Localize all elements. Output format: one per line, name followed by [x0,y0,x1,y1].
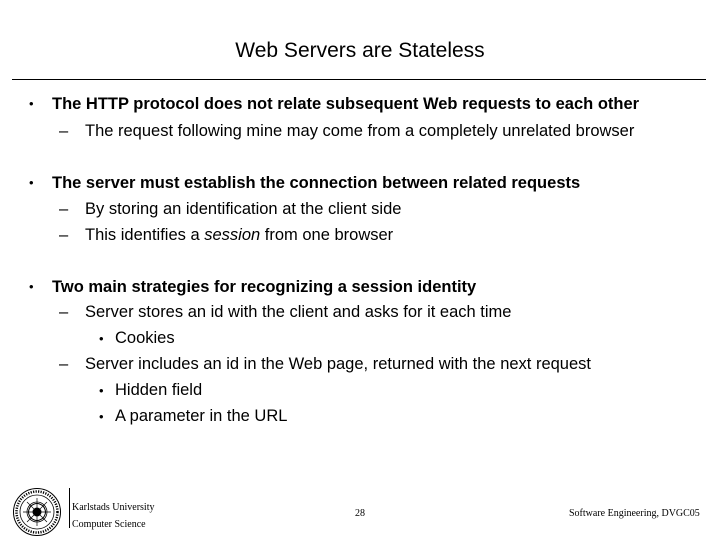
dash-mark: – [59,355,69,373]
sub-bullet-mark: • [99,331,104,346]
bullet-3-sub-1-text: Server stores an id with the client and asks for it each time [85,303,512,321]
bullet-1-mark: • [29,96,34,111]
bullet-3-sub-2-item-2 [99,406,287,427]
bullet-3-sub-2-item-2-text: A parameter in the URL [115,407,288,425]
bullet-2-text: The server must establish the connection between related requests [52,174,581,192]
dash-mark: – [59,303,69,321]
bullet-3-sub-1-item-1 [99,328,175,349]
bullet-3-sub-2-text: Server includes an id in the Web page, returned with the next request [85,355,591,373]
slide-title: Web Servers are Stateless [235,39,485,62]
footer-org-line-1: Karlstads University [72,502,155,513]
footer-divider [69,488,70,528]
footer-org-line-2: Computer Science [72,519,146,530]
bullet-1-sub-1-text: The request following mine may come from a completely unrelated browser [85,122,635,140]
bullet-3-sub-2 [59,354,591,374]
bullet-2-sub-2 [59,225,393,245]
sub-bullet-mark: • [99,383,104,398]
bullet-3-mark: • [29,279,34,294]
bullet-3-sub-2-item-1-text: Hidden field [115,381,203,399]
bullet-2-sub-2-text-b: from one browser [264,226,394,244]
bullet-2-sub-2-emphasis: session [204,226,261,244]
bullet-3-sub-2-item-1 [99,380,202,401]
dash-mark: – [59,200,69,218]
course-label: Software Engineering, DVGC05 [569,508,700,519]
bullet-2-mark: • [29,175,34,190]
bullet-3-sub-1-item-1-text: Cookies [115,329,175,347]
page-number: 28 [355,508,365,519]
university-seal-icon [12,487,62,537]
bullet-1-text: The HTTP protocol does not relate subsequent Web requests to each other [52,95,640,113]
bullet-2-sub-1-text: By storing an identification at the client side [85,200,402,218]
sub-bullet-mark: • [99,409,104,424]
bullet-1-sub-1 [59,121,634,141]
title-divider [12,79,706,80]
bullet-2-sub-1 [59,199,401,219]
bullet-2-sub-2-text-a: This identifies a [85,226,200,244]
dash-mark: – [59,122,69,140]
bullet-3-sub-1 [59,302,511,322]
footer-organization [72,502,155,531]
bullet-3-text: Two main strategies for recognizing a session identity [52,278,477,296]
dash-mark: – [59,226,69,244]
